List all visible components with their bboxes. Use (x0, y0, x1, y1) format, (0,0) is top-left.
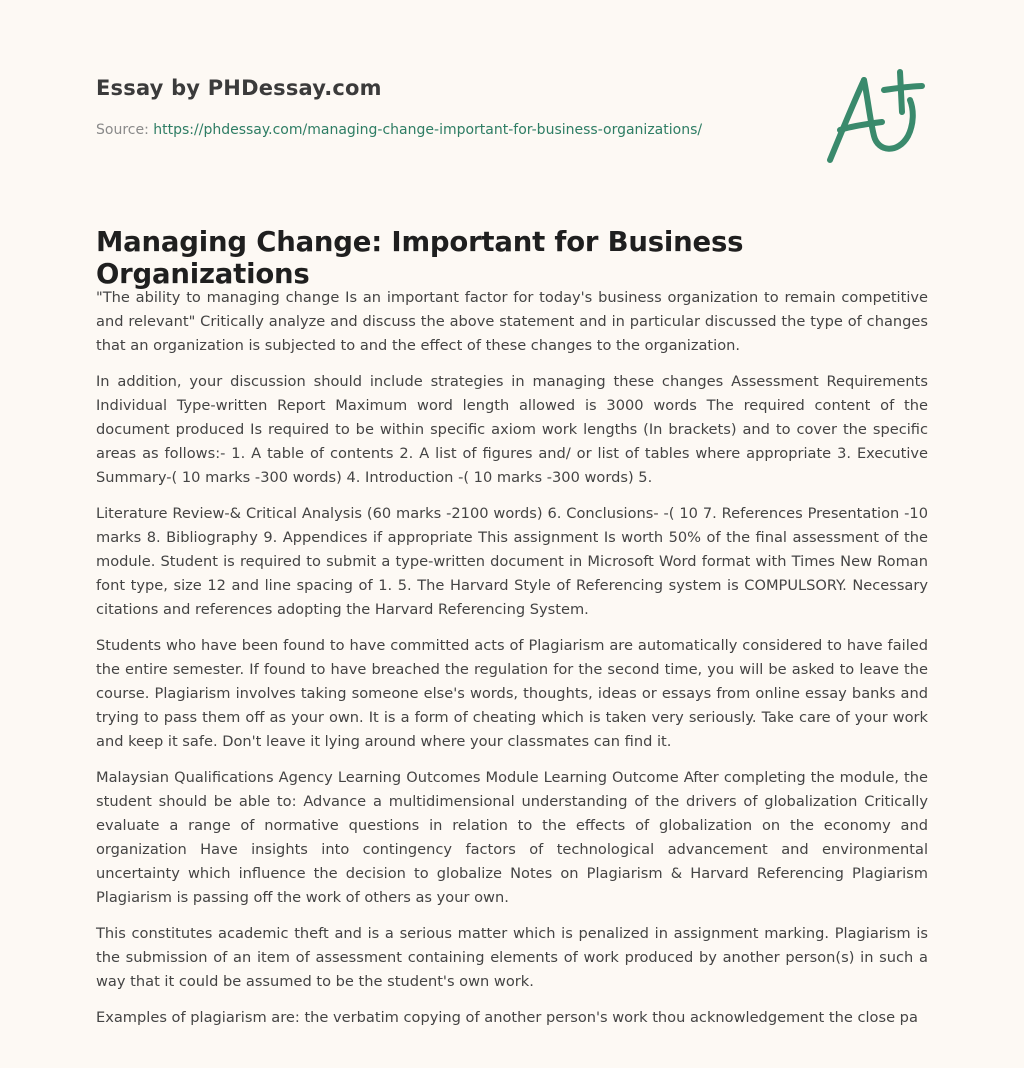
page-header (96, 76, 796, 138)
paragraph: In addition, your discussion should include strategies in managing these changes Assessment Requirements Individual Type-written Report Maximum word length allowed is 3000 words The required content of the document produced Is required to be within specific axiom work lengths (In brackets) and to cover the specific areas as follows:- 1. A table of contents 2. A list of figures and/ or list of tables where appropriate 3. Executive Summary-( 10 marks -300 words) 4. Introduction -( 10 marks -300 words) 5. (96, 373, 928, 486)
source-line (96, 122, 796, 138)
article-body (96, 286, 928, 1042)
paragraph: "The ability to managing change Is an important factor for today's business organization to remain competitive and relevant" Critically analyze and discuss the above statement and in particular discussed the type of changes that an organization is subjected to and the effect of these changes to the organization. (96, 289, 928, 354)
brand-title: Essay by PHDessay.com (96, 76, 382, 100)
paragraph: This constitutes academic theft and is a serious matter which is penalized in assignment marking. Plagiarism is the submission of an item of assessment containing elements of work produced by another person(s) in such a way that it could be assumed to be the student's own work. (96, 925, 928, 990)
source-link[interactable]: https://phdessay.com/managing-change-important-for-business-organizations/ (153, 122, 703, 138)
paragraph: Malaysian Qualifications Agency Learning Outcomes Module Learning Outcome After completing the module, the student should be able to: Advance a multidimensional understanding of the drivers of globalization Critically evaluate a range of normative questions in relation to the effects of globalization on the economy and organization Have insights into contingency factors of technological advancement and environmental uncertainty which influence the decision to globalize Notes on Plagiarism & Harvard Referencing Plagiarism Plagiarism is passing off the work of others as your own. (96, 769, 928, 906)
a-plus-grade-icon (818, 66, 930, 170)
paragraph: Examples of plagiarism are: the verbatim copying of another person's work thou acknowledgement the close pa (96, 1009, 918, 1026)
paragraph: Literature Review-& Critical Analysis (60 marks -2100 words) 6. Conclusions- -( 10 7. References Presentation -10 marks 8. Bibliography 9. Appendices if appropriate This assignment Is worth 50% of the final assessment of the module. Student is required to submit a type-written document in Microsoft Word format with Times New Roman font type, size 12 and line spacing of 1. 5. The Harvard Style of Referencing system is COMPULSORY. Necessary citations and references adopting the Harvard Referencing System. (96, 505, 928, 618)
article-title: Managing Change: Important for Business Organizations (96, 226, 744, 290)
source-label: Source: (96, 122, 149, 138)
paragraph: Students who have been found to have committed acts of Plagiarism are automatically considered to have failed the entire semester. If found to have breached the regulation for the second time, you will be asked to leave the course. Plagiarism involves taking someone else's words, thoughts, ideas or essays from online essay banks and trying to pass them off as your own. It is a form of cheating which is taken very seriously. Take care of your work and keep it safe. Don't leave it lying around where your classmates can find it. (96, 637, 928, 750)
